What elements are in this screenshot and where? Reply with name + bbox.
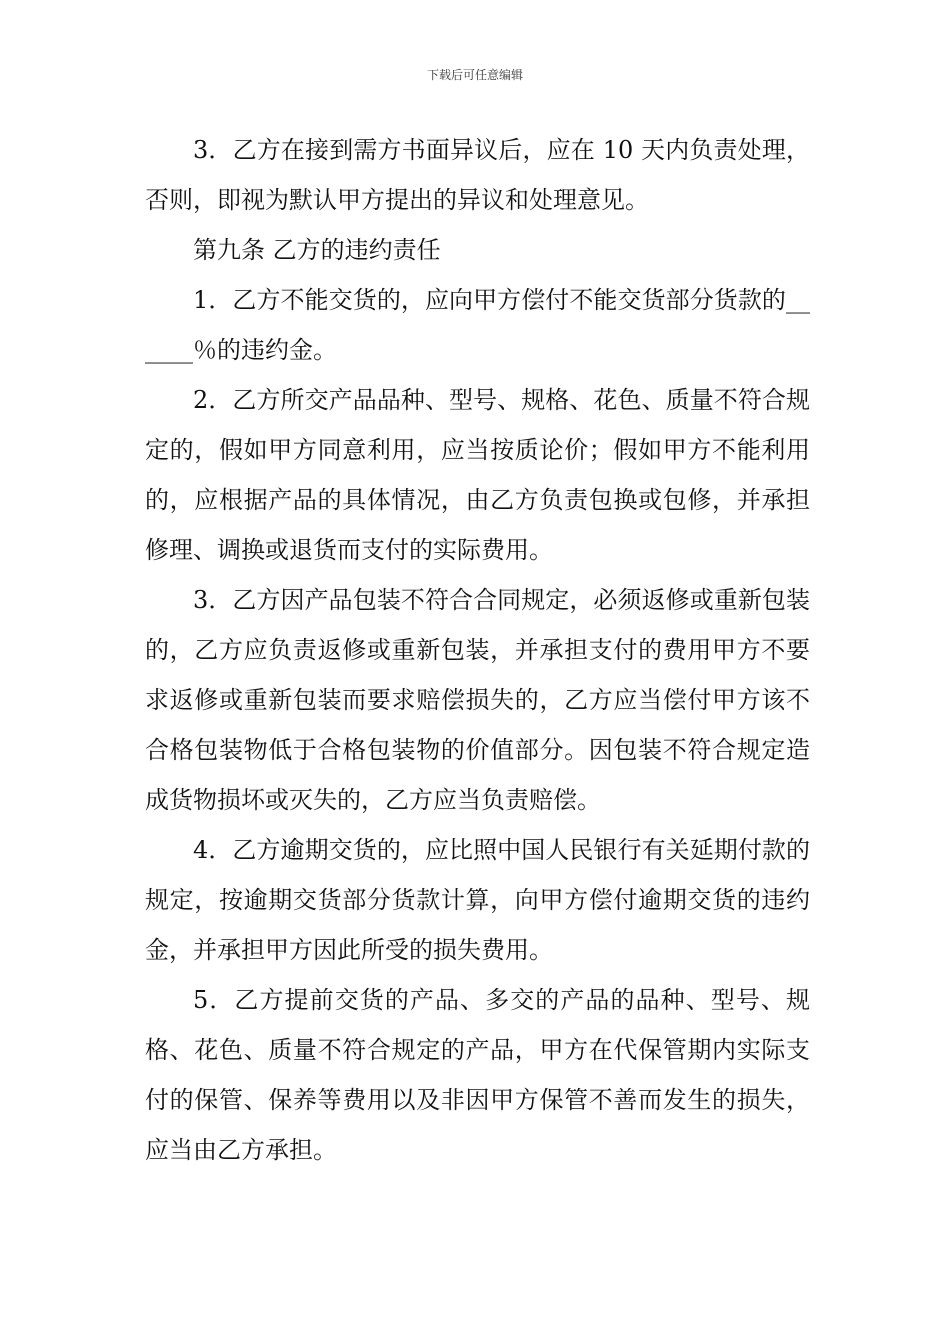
paragraph-clause-9-2: 2．乙方所交产品品种、型号、规格、花色、质量不符合规定的，假如甲方同意利用，应当按质论价；假如甲方不能利用的，应根据产品的具体情况，由乙方负责包换或包修，并承担修理、调换或退货而支付的实际费用。 [145, 386, 810, 564]
paragraph-clause-9-4: 4．乙方逾期交货的，应比照中国人民银行有关延期付款的规定，按逾期交货部分货款计算，向甲方偿付逾期交货的违约金，并承担甲方因此所受的损失费用。 [145, 836, 810, 964]
paragraph-clause-9-1: 1．乙方不能交货的，应向甲方偿付不能交货部分货款的______％的违约金。 [145, 286, 810, 364]
section-heading-article-9: 第九条 乙方的违约责任 [193, 236, 441, 264]
document-body [145, 125, 810, 1175]
paragraph-clause-8-3: 3．乙方在接到需方书面异议后，应在 10 天内负责处理，否则，即视为默认甲方提出的异议和处理意见。 [145, 136, 810, 214]
paragraph-clause-9-5: 5．乙方提前交货的产品、多交的产品的品种、型号、规格、花色、质量不符合规定的产品，甲方在代保管期内实际支付的保管、保养等费用以及非因甲方保管不善而发生的损失，应当由乙方承担。 [145, 986, 810, 1164]
page-header: 下载后可任意编辑 [426, 68, 523, 82]
paragraph-clause-9-3: 3．乙方因产品包装不符合合同规定，必须返修或重新包装的，乙方应负责返修或重新包装，并承担支付的费用甲方不要求返修或重新包装而要求赔偿损失的，乙方应当偿付甲方该不合格包装物低于合格包装物的价值部分。因包装不符合规定造成货物损坏或灭失的，乙方应当负责赔偿。 [145, 586, 810, 814]
